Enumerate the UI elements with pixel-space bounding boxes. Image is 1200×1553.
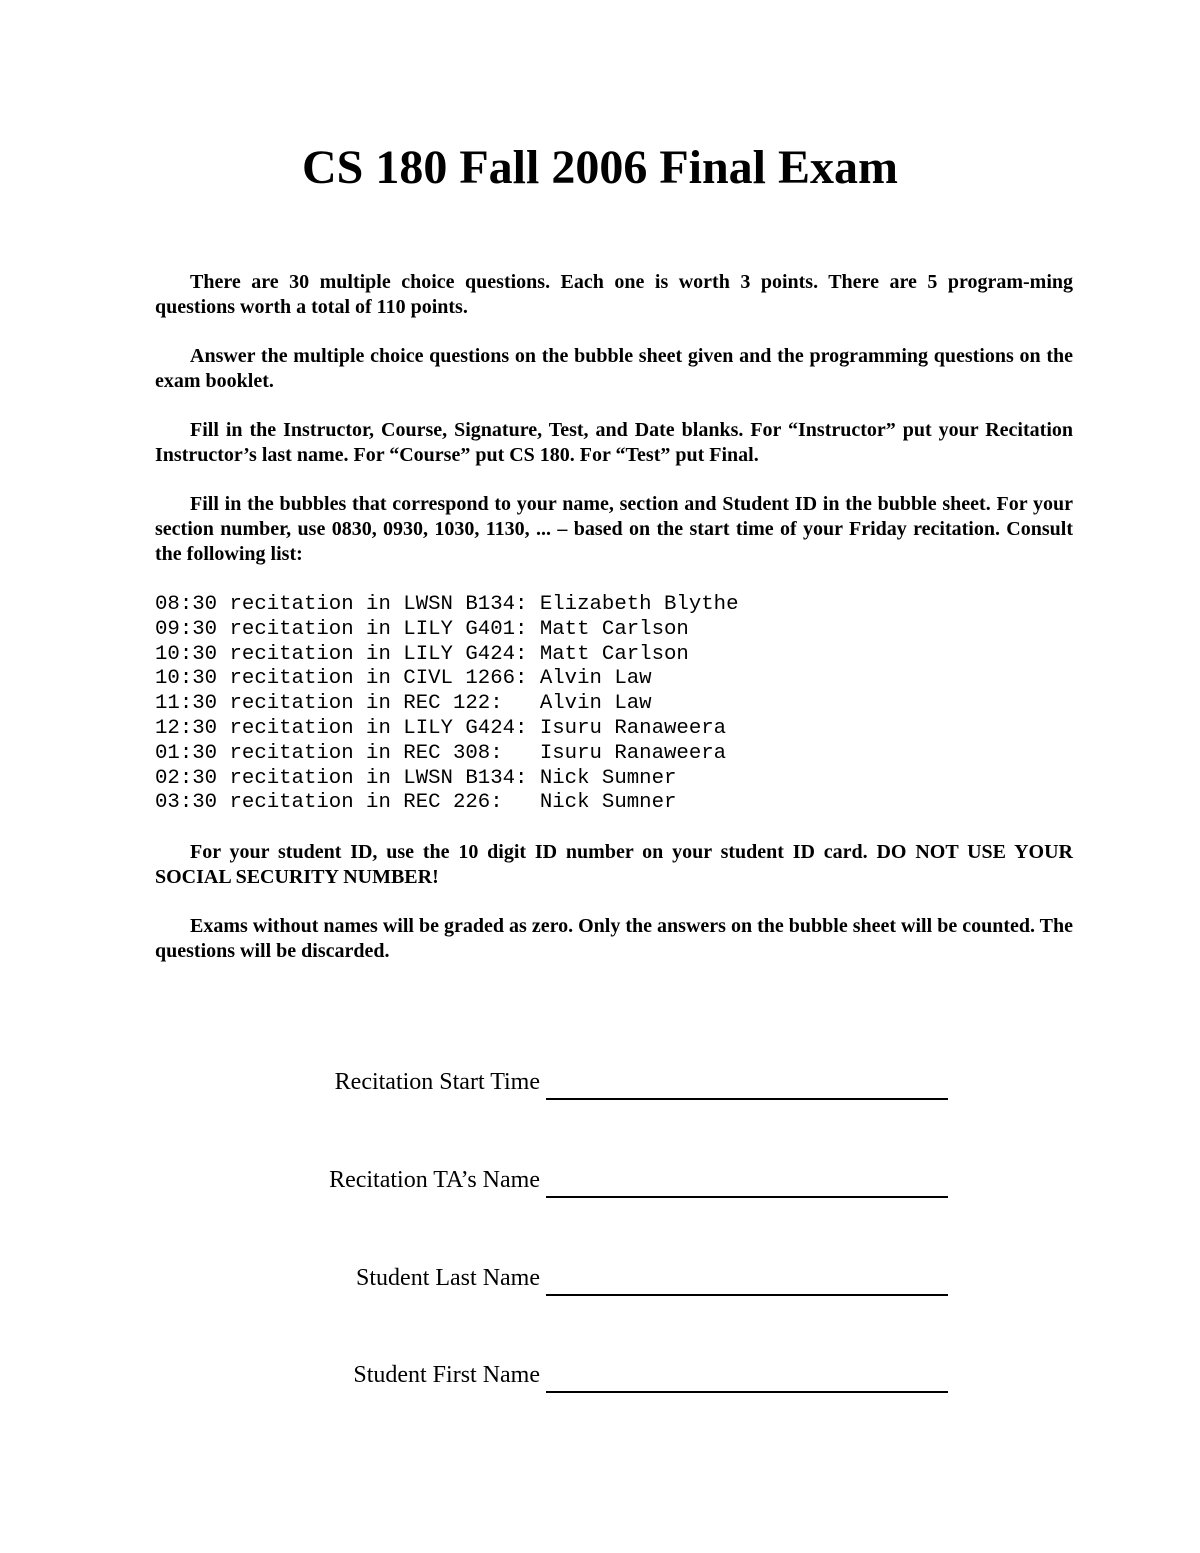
blank-line[interactable] — [546, 1098, 948, 1100]
field-label: Recitation Start Time — [334, 1069, 540, 1095]
field-label: Recitation TA’s Name — [329, 1167, 540, 1193]
student-first-name-field[interactable] — [0, 1353, 948, 1393]
schedule-line: 10:30 recitation in CIVL 1266: Alvin Law — [155, 667, 652, 691]
blank-line[interactable] — [546, 1391, 948, 1393]
blank-line[interactable] — [546, 1294, 948, 1296]
schedule-line: 01:30 recitation in REC 308: Isuru Ranaweera — [155, 741, 727, 765]
instruction-paragraph: There are 30 multiple choice questions. Each one is worth 3 points. There are 5 program-ming questions worth a total of 110 points. — [155, 271, 1073, 318]
grading-note: Exams without names will be graded as zero. Only the answers on the bubble sheet will be counted. The questions will be discarded. — [155, 915, 1073, 963]
exam-title: CS 180 Fall 2006 Final Exam — [301, 141, 899, 194]
schedule-line: 10:30 recitation in LILY G424: Matt Carlson — [155, 642, 689, 666]
schedule-line: 03:30 recitation in REC 226: Nick Sumner — [155, 791, 677, 815]
schedule-line: 12:30 recitation in LILY G424: Isuru Ranaweera — [155, 716, 727, 740]
blank-line[interactable] — [546, 1196, 948, 1198]
field-label: Student First Name — [353, 1362, 540, 1388]
recitation-schedule — [155, 593, 1073, 816]
recitation-ta-name-field[interactable] — [0, 1158, 948, 1198]
schedule-line: 09:30 recitation in LILY G401: Matt Carlson — [155, 617, 689, 641]
recitation-start-time-field[interactable] — [0, 1060, 948, 1100]
student-last-name-field[interactable] — [0, 1256, 948, 1296]
field-label: Student Last Name — [356, 1265, 540, 1291]
schedule-line: 02:30 recitation in LWSN B134: Nick Sumner — [155, 766, 677, 790]
schedule-line: 08:30 recitation in LWSN B134: Elizabeth Blythe — [155, 593, 739, 616]
schedule-line: 11:30 recitation in REC 122: Alvin Law — [155, 692, 652, 716]
instruction-paragraph: Fill in the bubbles that correspond to your name, section and Student ID in the bubble sheet. For your section number, use 0830, 0930, 1030, 1130, ... – based on the start time of your Friday recitation. Consult the following list: — [155, 493, 1073, 565]
instruction-paragraph: Fill in the Instructor, Course, Signature, Test, and Date blanks. For “Instructor” put your Recitation Instructor’s last name. For “Course” put CS 180. For “Test” put Final. — [155, 419, 1073, 466]
student-id-instruction: For your student ID, use the 10 digit ID number on your student ID card. DO NOT USE YOUR SOCIAL SECURITY NUMBER! — [155, 841, 1073, 889]
instruction-paragraph: Answer the multiple choice questions on the bubble sheet given and the programming questions on the exam booklet. — [155, 345, 1073, 392]
instructions — [155, 270, 1073, 988]
